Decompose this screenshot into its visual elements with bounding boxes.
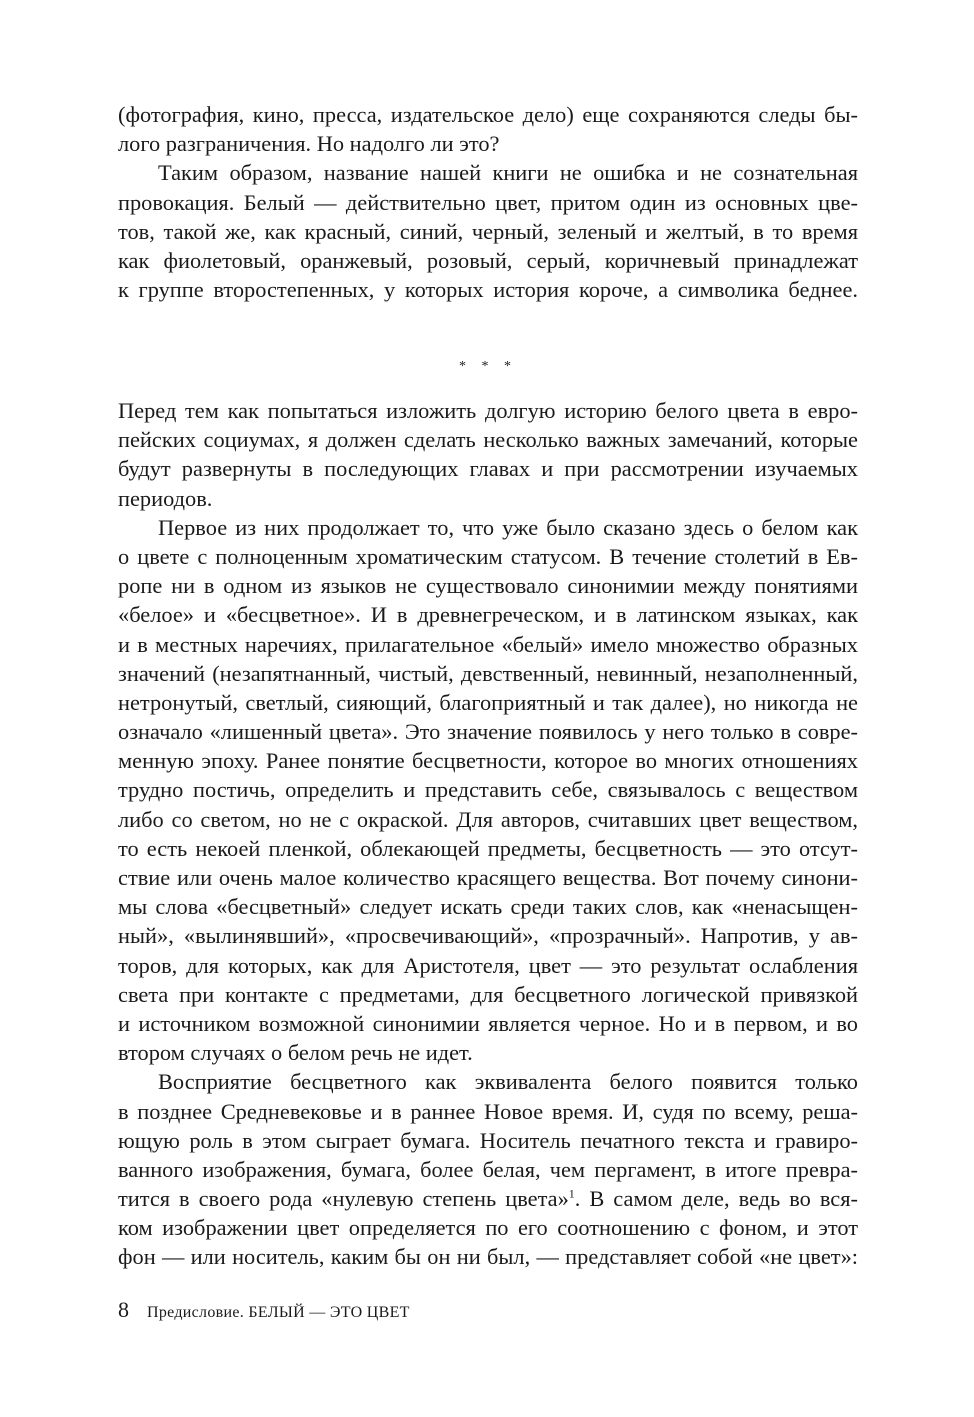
text-line <box>118 1242 858 1271</box>
text-line <box>118 600 858 629</box>
text-line <box>118 892 858 921</box>
line-text: ствие или очень малое количество красящего вещества. Вот почему синони- <box>118 865 858 890</box>
text-line <box>118 717 858 746</box>
line-text: трудно постичь, определить и представить себе, связывалось с веществом <box>118 777 858 803</box>
line-text: торов, для которых, как для Аристотеля, цвет — это результат ослабления <box>118 952 858 978</box>
line-text: пейских социумах, я должен сделать несколько важных замечаний, которые <box>118 427 858 453</box>
line-text: (фотография, кино, пресса, издательское дело) еще сохраняются следы бы- <box>118 102 858 127</box>
page-footer <box>118 1297 410 1323</box>
line-text: провокация. Белый — действительно цвет, притом один из основных цве- <box>118 189 858 215</box>
text-line <box>118 542 858 571</box>
line-text: в позднее Средневековье и в раннее Новое время. И, судя по всему, реша- <box>118 1098 858 1124</box>
line-text: менную эпоху. Ранее понятие бесцветности, которое во многих отношениях <box>118 748 858 774</box>
line-text: ванного изображения, бумага, более белая, чем пергамент, в итоге превра- <box>118 1156 858 1182</box>
line-text: означало «лишенный цвета». Это значение появилось у него только в совре- <box>118 719 858 745</box>
text-line <box>118 863 858 892</box>
line-text: периодов. <box>118 485 213 511</box>
text-line <box>118 630 858 659</box>
paragraph-block-top <box>118 100 858 304</box>
line-text: «белое» и «бесцветное». И в древнегреческом, и в латинском языках, как <box>118 602 858 628</box>
line-text: и в местных наречиях, прилагательное «белый» имело множество образных <box>118 631 858 657</box>
line-text: фон — или носитель, каким бы он ни был, — представляет собой «не цвет»: <box>118 1244 858 1270</box>
text-line <box>118 1038 858 1067</box>
text-line <box>118 217 858 246</box>
text-line <box>118 129 858 158</box>
line-text-after: . В самом деле, ведь во вся- <box>574 1186 858 1212</box>
text-line <box>118 100 858 129</box>
line-text: ком изображении цвет определяется по его соотношению с фоном, и этот <box>118 1215 858 1241</box>
line-text: Перед тем как попытаться изложить долгую историю белого цвета в евро- <box>118 398 858 423</box>
line-text: то есть некоей пленкой, облекающей предметы, бесцветность — это отсут- <box>118 835 858 861</box>
text-line <box>118 746 858 775</box>
text-line <box>118 659 858 688</box>
text-line <box>118 980 858 1009</box>
text-line <box>118 246 858 275</box>
text-line <box>118 951 858 980</box>
line-text: как фиолетовый, оранжевый, розовый, серый, коричневый принадлежат <box>118 247 858 273</box>
text-line <box>118 1067 858 1096</box>
text-line <box>118 1009 858 1038</box>
line-text: о цвете с полноценным хроматическим статусом. В течение столетий в Ев- <box>118 543 858 569</box>
running-head: Предисловие. БЕЛЫЙ — ЭТО ЦВЕТ <box>147 1304 410 1321</box>
text-line <box>118 1213 858 1242</box>
line-text: либо со светом, но не с окраской. Для авторов, считавших цвет веществом, <box>118 806 858 832</box>
line-text: света при контакте с предметами, для бесцветного логической привязкой <box>118 981 858 1007</box>
page-number: 8 <box>118 1297 129 1322</box>
text-line <box>118 275 858 304</box>
line-text: тится в своего рода «нулевую степень цвета» <box>118 1186 569 1212</box>
text-line <box>118 571 858 600</box>
line-text: ный», «вылинявший», «просвечивающий», «прозрачный». Напротив, у ав- <box>118 923 858 949</box>
text-line <box>118 1184 858 1213</box>
text-line <box>118 454 858 483</box>
text-line <box>118 513 858 542</box>
section-separator: * * * <box>459 359 517 374</box>
text-line <box>118 396 858 425</box>
text-line <box>118 425 858 454</box>
paragraph-block-main <box>118 396 858 1272</box>
text-line <box>118 921 858 950</box>
line-text: к группе второстепенных, у которых история короче, а символика беднее. <box>118 277 858 303</box>
line-text: Восприятие бесцветного как эквивалента белого появится только <box>158 1069 858 1095</box>
footnote-ref[interactable]: 1 <box>568 1186 575 1201</box>
line-text: тов, такой же, как красный, синий, черный, зеленый и желтый, в то время <box>118 218 858 244</box>
text-line <box>118 775 858 804</box>
line-text: нетронутый, светлый, сияющий, благоприятный и так далее), но никогда не <box>118 689 858 715</box>
line-text: мы слова «бесцветный» следует искать среди таких слов, как «ненасыщен- <box>118 894 858 920</box>
line-text: лого разграничения. Но надолго ли это? <box>118 131 500 157</box>
line-text: Таким образом, название нашей книги не ошибка и не сознательная <box>158 160 858 186</box>
line-text: будут развернуты в последующих главах и при рассмотрении изучаемых <box>118 456 858 482</box>
line-text: Первое из них продолжает то, что уже было сказано здесь о белом как <box>158 514 858 540</box>
text-line <box>118 1097 858 1126</box>
text-line <box>118 188 858 217</box>
text-line <box>118 158 858 187</box>
text-line <box>118 805 858 834</box>
text-line <box>118 1126 858 1155</box>
line-text: и источником возможной синонимии является черное. Но и в первом, и во <box>118 1010 858 1036</box>
line-text: ропе ни в одном из языков не существовало синонимии между понятиями <box>118 573 858 599</box>
line-text: втором случаях о белом речь не идет. <box>118 1040 473 1066</box>
line-text: ющую роль в этом сыграет бумага. Носитель печатного текста и гравиро- <box>118 1127 858 1153</box>
text-line <box>118 834 858 863</box>
text-line <box>118 484 858 513</box>
text-line <box>118 1155 858 1184</box>
line-text: значений (незапятнанный, чистый, девственный, невинный, незаполненный, <box>118 660 858 686</box>
text-line <box>118 688 858 717</box>
